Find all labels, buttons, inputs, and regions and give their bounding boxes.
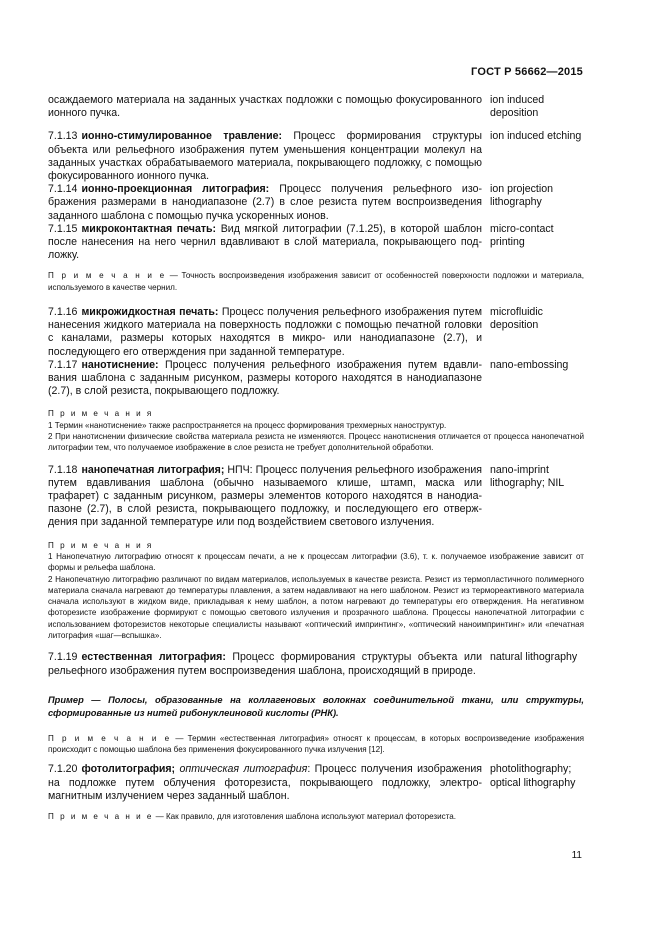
- term-text: Вид мягкой литографии (7.1.25), в которой шаблон после нанесения на него чернил вдавливают в слой материала, покрывающего подложку.: [48, 222, 482, 262]
- notes-label: П р и м е ч а н и я: [48, 540, 154, 550]
- term-text: Процесс получения рельефного изображения размерами в нанодиапазоне (2.7) в слое резиста путем воспроизведения заданного шаблона с помощью пучка ускоренных ионов.: [48, 183, 482, 222]
- note-text: — Термин «естественная литография» относят к процессам, в которых воспроизведение изображения происходит с помощью шаблона без применения фокусированного пучка излучения [12].: [48, 733, 584, 755]
- english-equivalent: microfluidic deposition: [490, 306, 543, 332]
- term-name: микрожидкостная печать:: [81, 306, 219, 319]
- term-entry-7-1-17: [48, 359, 584, 399]
- example-7-1-19: Пример — Полосы, образованные на коллагеновых волокнах соединительной ткани, или структуры, сформированные из нитей рибонуклеиновой кислоты (РНК).: [48, 694, 584, 718]
- term-entry-7-1-20: [48, 763, 584, 803]
- term-entry-7-1-14: [48, 183, 584, 223]
- page-content: [48, 94, 584, 822]
- term-name: естественная литография:: [81, 651, 226, 664]
- english-equivalent: photolithography; optical lithography: [490, 763, 576, 789]
- term-text: Процесс формирования структуры объекта или рельефного изображения путем воспроизведения шаблона, происходящий в природе.: [48, 651, 482, 677]
- term-name: ионно-проекционная литография:: [81, 183, 270, 196]
- term-text: Процесс формирования структуры объекта или рельефного изображения путем уменьшения концентрации молекул на заданных участках обрабатываемого материала, покрывающего подложку, с помощью фокусированного ионного пучка.: [48, 130, 482, 183]
- note-text: — Точность воспроизведения изображения зависит от особенностей поверхности подложки и материала, используемого в качестве чернил.: [48, 271, 584, 292]
- term-entry-7-1-13: [48, 130, 584, 183]
- note-7-1-19: [48, 733, 584, 756]
- term-number: 7.1.15: [48, 222, 78, 235]
- term-number: 7.1.17: [48, 358, 78, 371]
- english-equivalent: ion induced etching: [490, 130, 582, 143]
- term-name: микроконтактная печать:: [81, 222, 217, 235]
- term-name: нанотиснение:: [81, 358, 159, 371]
- note-label: П р и м е ч а н и е: [48, 271, 167, 281]
- note-item: 2 Нанопечатную литографию различают по видам материалов, используемых в качестве резиста. Резист из термопластичного полимерного материала сначала нагревают до температуры плавления, а затем надавливают на него шаблоном. Резист из термореактивного материала сначала используют в жидком виде, прикладывая к нему шаблон, а потом нагревают до температуры его отверждения. На негативном фоторезисте изображение формируют с помощью светового излучения и прозрачного шаблона. Процессы нанопечатной литографии с использованием фоторезистов некоторые специалисты называют «оптический импринтинг», «оптический наноимпринтинг» или «печатная литография «шаг—вспышка».: [48, 574, 584, 641]
- english-equivalent: natural lithography: [490, 651, 578, 664]
- term-name: фотолитография;: [81, 763, 176, 776]
- term-definition: [48, 763, 482, 803]
- note-7-1-15: [48, 270, 584, 293]
- term-definition: [48, 651, 482, 677]
- term-entry-continued: [48, 94, 584, 120]
- term-entry-7-1-16: [48, 306, 584, 359]
- note-label: П р и м е ч а н и е: [48, 733, 172, 743]
- term-definition: [48, 464, 482, 530]
- term-text: Процесс получения рельефного изображения путем нанесения жидкого материала на поверхность подложки с помощью печатной головки с каналами, размеры которых находятся в микро- или нанодиапазоне (2.7), и последующего его отверждения при заданной температуре.: [48, 306, 482, 358]
- term-number: 7.1.20: [48, 763, 78, 776]
- term-text: : Процесс получения изображения на подложке путем облучения фоторезиста, покрывающего подложку, электромагнитным излучением через заданный шаблон.: [48, 763, 482, 802]
- term-synonym: оптическая литография: [175, 763, 308, 776]
- term-definition: [48, 306, 482, 359]
- term-number: 7.1.19: [48, 651, 78, 664]
- term-text: Процесс получения рельефного изображения путем вдавливания шаблона с заданным рисунком, размеры которого находятся в нанодиапазоне (2.7), в слой резиста, покрывающего подложку.: [48, 358, 482, 398]
- term-entry-7-1-18: [48, 464, 584, 530]
- notes-7-1-18: [48, 540, 584, 642]
- notes-7-1-17: [48, 408, 584, 453]
- note-item: 2 При нанотиснении физические свойства материала резиста не изменяются. Процесс нанотиснения отличается от процесса нанопечатной литографии тем, что получаемое изображение в слое резиста не требует дополнительной обработки.: [48, 432, 584, 453]
- term-definition: [48, 130, 482, 183]
- note-text: — Как правило, для изготовления шаблона используют материал фоторезиста.: [153, 811, 457, 821]
- term-number: 7.1.18: [48, 463, 78, 476]
- term-definition: [48, 359, 482, 399]
- page-number: 11: [571, 850, 582, 861]
- term-text: НПЧ: Процесс получения рельефного изображения путем вдавливания шаблона (обычно называемого клише, штамп, маска или трафарет) с заданным рисунком, размеры элементов которого находятся в нанодиапазоне (2.7), в слой резиста, покрывающего подложку, и последующего его отверждения при заданной температуре или под воздействием светового излучения.: [48, 463, 482, 529]
- english-equivalent: nano-imprint lithography; NIL: [490, 463, 565, 489]
- note-item: 1 Нанопечатную литографию относят к процессам печати, а не к процессам литографии (3.6), т. к. получаемое изображение зависит от формы и рельефа шаблона.: [48, 551, 584, 573]
- note-7-1-20: [48, 811, 584, 822]
- term-number: 7.1.16: [48, 306, 78, 319]
- term-name: ионно-стимулированное травление:: [81, 130, 283, 143]
- term-definition: [48, 223, 482, 263]
- term-definition: осаждаемого материала на заданных участках подложки с помощью фокусированного ионного пучка.: [48, 94, 482, 120]
- note-label: П р и м е ч а н и е: [48, 811, 154, 821]
- term-entry-7-1-19: [48, 651, 584, 677]
- term-number: 7.1.13: [48, 130, 78, 143]
- term-definition: [48, 183, 482, 223]
- english-equivalent: ion induced deposition: [490, 94, 545, 120]
- term-entry-7-1-15: [48, 223, 584, 263]
- note-item: 1 Термин «нанотиснение» также распространяется на процесс формирования трехмерных наноструктур.: [48, 420, 447, 430]
- notes-label: П р и м е ч а н и я: [48, 409, 154, 419]
- term-name: нанопечатная литография;: [81, 463, 225, 476]
- english-equivalent: micro-contact printing: [490, 222, 554, 249]
- english-equivalent: nano-embossing: [490, 358, 569, 371]
- standard-header: ГОСТ Р 56662—2015: [471, 66, 583, 78]
- english-equivalent: ion projection lithography: [490, 183, 554, 209]
- term-number: 7.1.14: [48, 183, 78, 196]
